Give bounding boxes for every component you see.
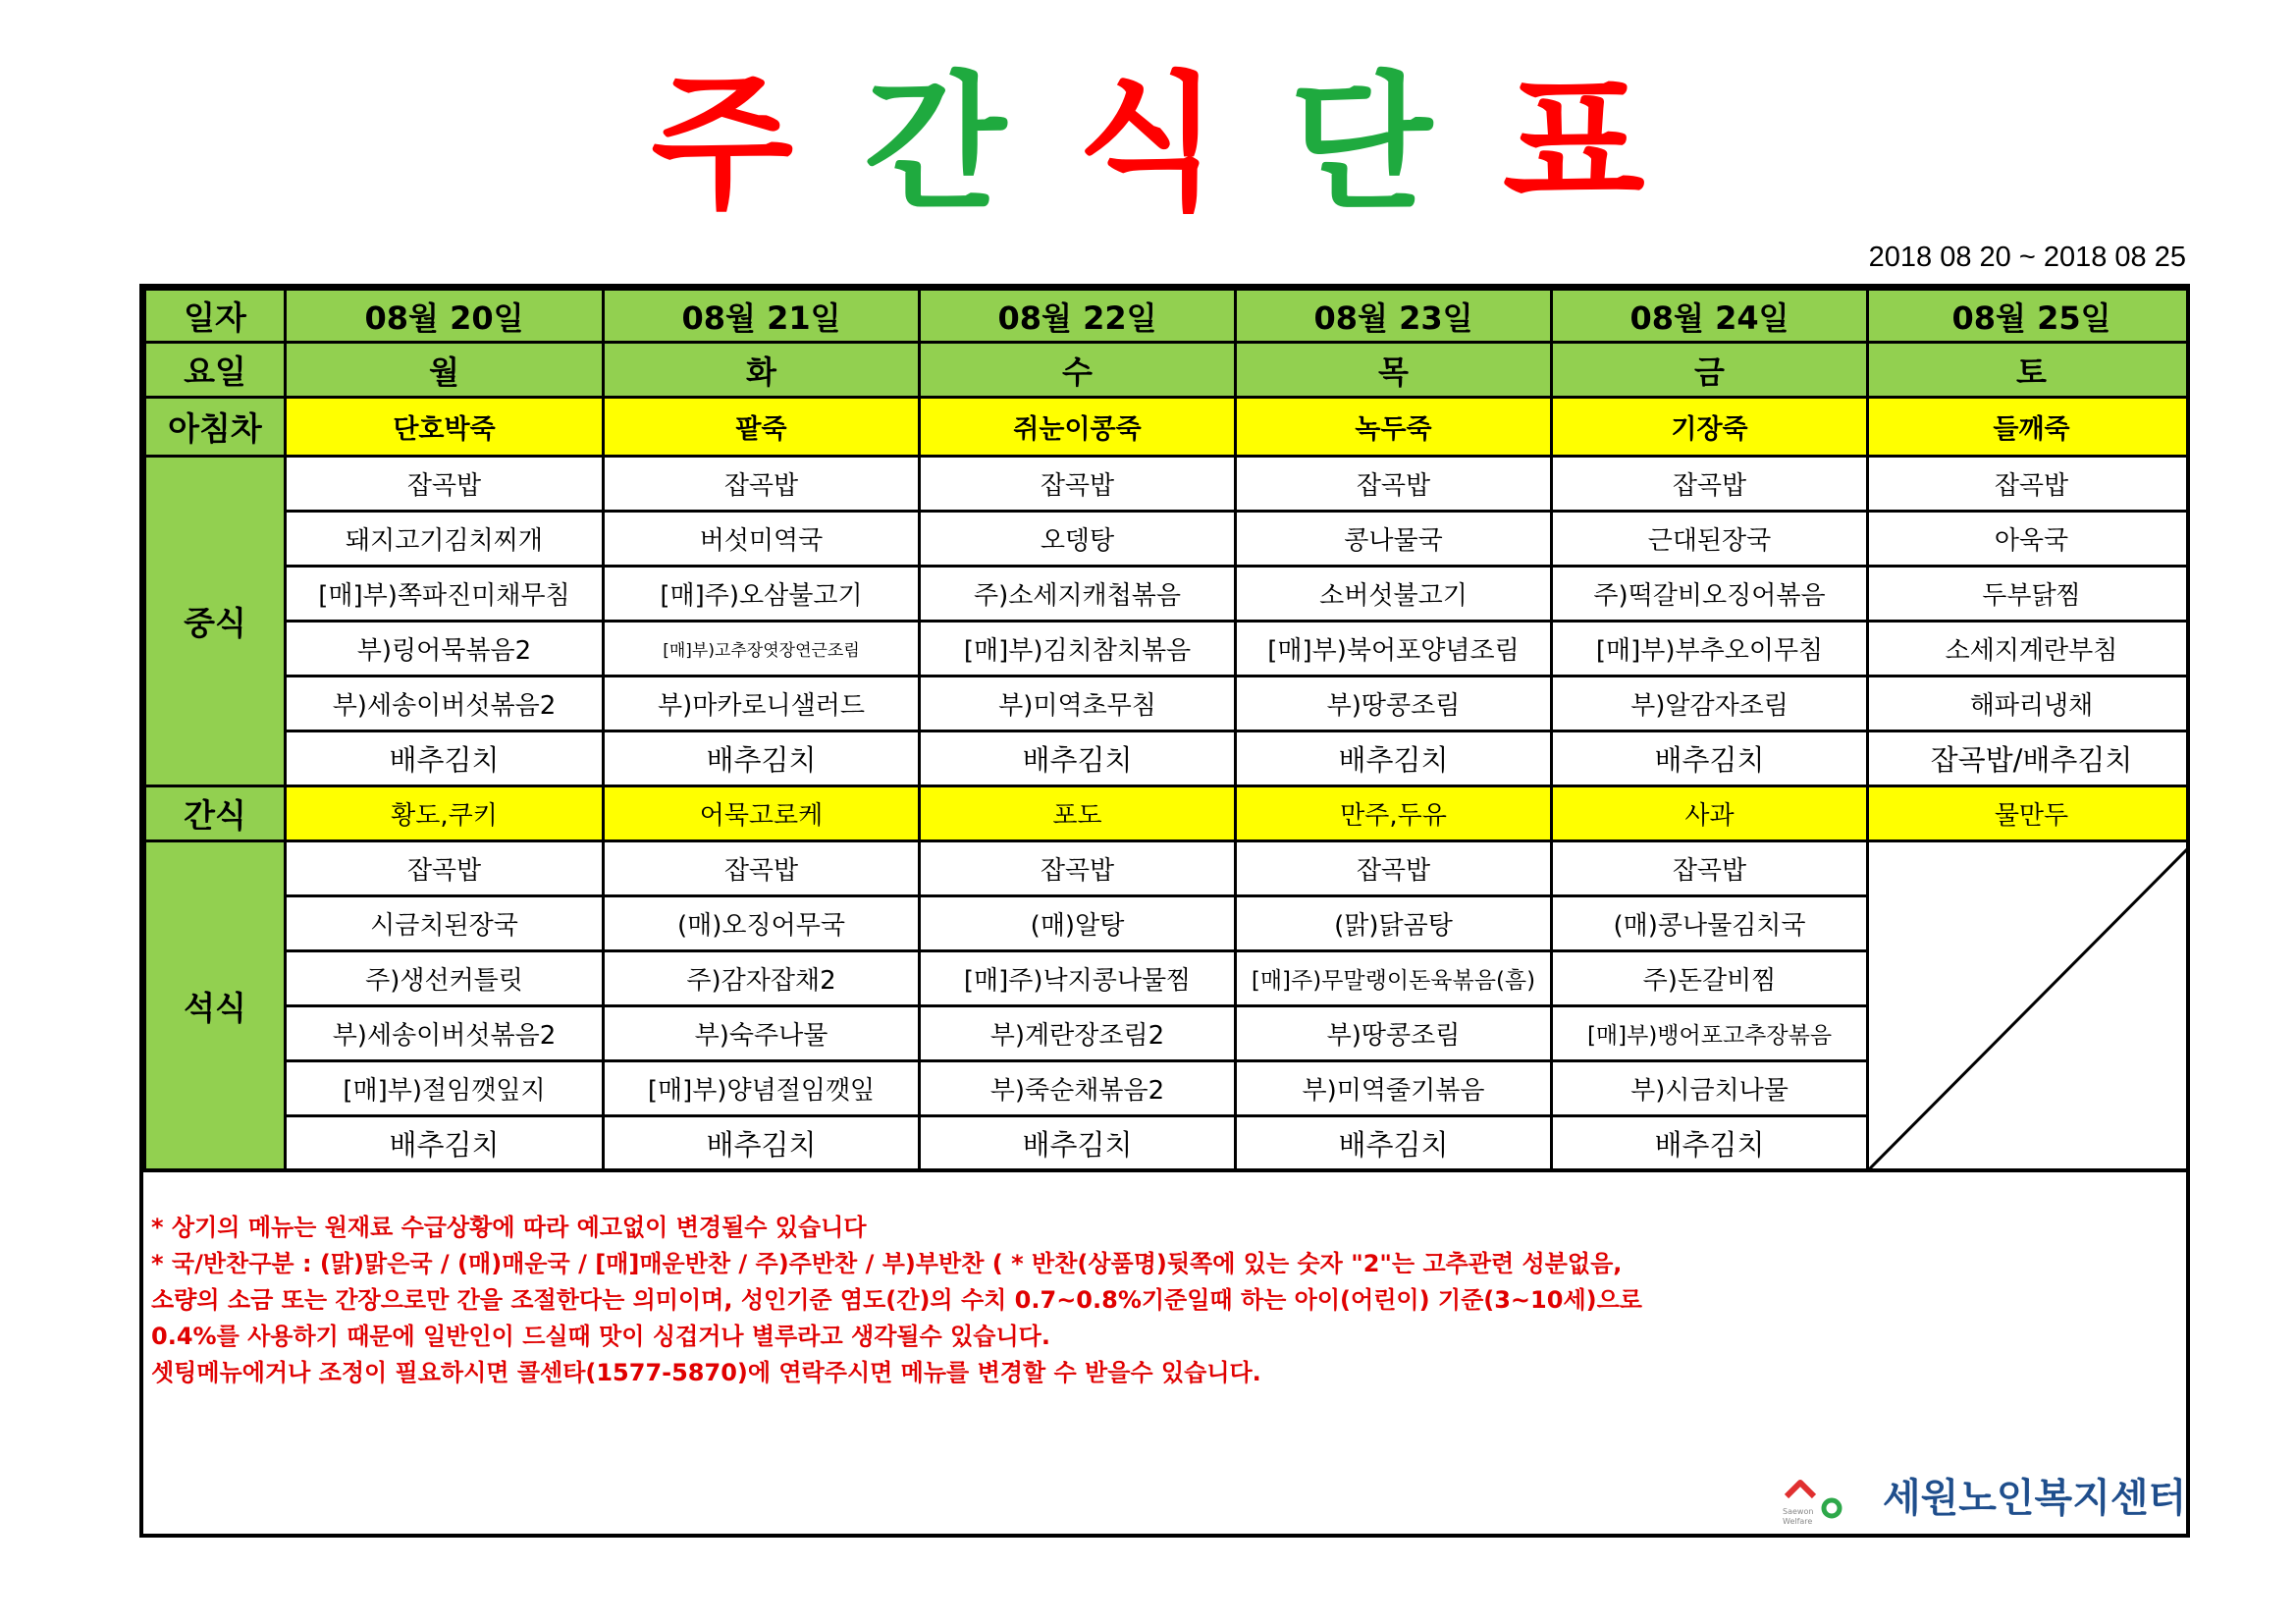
dinner-cell: 잡곡밥 — [920, 841, 1236, 896]
dinner-cell: 주)돈갈비찜 — [1552, 951, 1868, 1006]
dinner-cell: [매]주)낙지콩나물찜 — [920, 951, 1236, 1006]
title-char-2: 간 — [864, 59, 1007, 230]
dinner-cell: 부)죽순채볶음2 — [920, 1061, 1236, 1116]
snack-row — [145, 786, 2191, 841]
dinner-cell: [매]부)절임깻잎지 — [286, 1061, 604, 1116]
dinner-cell: 부)미역줄기볶음 — [1236, 1061, 1552, 1116]
lunch-cell: [매]부)북어포양념조림 — [1236, 622, 1552, 677]
logo-small-text: Saewon — [1783, 1507, 1814, 1516]
dinner-cell: 부)숙주나물 — [604, 1006, 920, 1061]
empty-cell-saturday-dinner — [1868, 841, 2191, 1171]
dinner-cell: 배추김치 — [1552, 1116, 1868, 1171]
lunch-cell: 콩나물국 — [1236, 512, 1552, 567]
snack-label: 간식 — [145, 786, 286, 841]
lunch-cell: 배추김치 — [1236, 731, 1552, 786]
lunch-cell: 잡곡밥 — [604, 457, 920, 512]
snack-cell: 만주,두유 — [1236, 786, 1552, 841]
lunch-cell: 버섯미역국 — [604, 512, 920, 567]
date-cell: 08월 25일 — [1868, 290, 2191, 343]
lunch-cell: 배추김치 — [920, 731, 1236, 786]
dinner-cell: 부)세송이버섯볶음2 — [286, 1006, 604, 1061]
lunch-cell: 아욱국 — [1868, 512, 2191, 567]
lunch-cell: 잡곡밥 — [920, 457, 1236, 512]
dinner-cell: (매)알탕 — [920, 896, 1236, 951]
lunch-cell: 부)링어묵볶음2 — [286, 622, 604, 677]
lunch-cell: 소세지계란부침 — [1868, 622, 2191, 677]
dinner-cell: 잡곡밥 — [1552, 841, 1868, 896]
breakfast-row — [145, 398, 2191, 457]
lunch-cell: 두부닭찜 — [1868, 567, 2191, 622]
snack-cell: 포도 — [920, 786, 1236, 841]
lunch-cell: [매]부)부추오이무침 — [1552, 622, 1868, 677]
dinner-cell: 주)생선커틀릿 — [286, 951, 604, 1006]
breakfast-cell: 쥐눈이콩죽 — [920, 398, 1236, 457]
dinner-cell: 시금치된장국 — [286, 896, 604, 951]
lunch-cell: 부)알감자조림 — [1552, 677, 1868, 731]
lunch-cell: 잡곡밥 — [1552, 457, 1868, 512]
lunch-cell: 잡곡밥 — [1868, 457, 2191, 512]
date-cell: 08월 24일 — [1552, 290, 1868, 343]
lunch-row — [145, 567, 2191, 622]
logo-small-text: Welfare — [1783, 1517, 1813, 1526]
note-line: 소량의 소금 또는 간장으로만 간을 조절한다는 의미이며, 성인기준 염도(간)의 수치 0.7~0.8%기준일때 하는 아이(어린이) 기준(3~10세)으로 — [151, 1286, 1642, 1314]
lunch-cell: 소버섯불고기 — [1236, 567, 1552, 622]
lunch-row — [145, 512, 2191, 567]
lunch-cell: [매]주)오삼불고기 — [604, 567, 920, 622]
note-line: * 국/반찬구분 : (맑)맑은국 / (매)매운국 / [매]매운반찬 / 주)주반찬 / 부)부반찬 ( * 반찬(상품명)뒷쪽에 있는 숫자 "2"는 고추관련 성분없음, — [151, 1250, 1623, 1277]
day-cell: 화 — [604, 343, 920, 398]
lunch-cell: 해파리냉채 — [1868, 677, 2191, 731]
page-title — [0, 61, 2296, 228]
dinner-cell: 잡곡밥 — [1236, 841, 1552, 896]
dinner-cell: (맑)닭곰탕 — [1236, 896, 1552, 951]
lunch-cell: 부)마카로니샐러드 — [604, 677, 920, 731]
title-char-1: 주 — [651, 59, 794, 230]
date-cell: 08월 22일 — [920, 290, 1236, 343]
dinner-cell: 부)계란장조림2 — [920, 1006, 1236, 1061]
lunch-cell: [매]부)김치참치볶음 — [920, 622, 1236, 677]
menu-table — [139, 284, 2190, 1172]
day-label: 요일 — [145, 343, 286, 398]
lunch-cell: 잡곡밥/배추김치 — [1868, 731, 2191, 786]
lunch-cell: 주)떡갈비오징어볶음 — [1552, 567, 1868, 622]
note-line: 0.4%를 사용하기 때문에 일반인이 드실때 맛이 싱겁거나 별루라고 생각될수 있습니다. — [151, 1323, 1050, 1350]
lunch-cell: 부)세송이버섯볶음2 — [286, 677, 604, 731]
lunch-cell: 주)소세지캐첩볶음 — [920, 567, 1236, 622]
lunch-row — [145, 622, 2191, 677]
lunch-cell: [매]부)고추장엿장연근조림 — [604, 622, 920, 677]
lunch-cell: 근대된장국 — [1552, 512, 1868, 567]
breakfast-cell: 녹두죽 — [1236, 398, 1552, 457]
dinner-cell: 잡곡밥 — [604, 841, 920, 896]
title-char-4: 단 — [1289, 59, 1432, 230]
breakfast-cell: 단호박죽 — [286, 398, 604, 457]
snack-cell: 물만두 — [1868, 786, 2191, 841]
dinner-cell: [매]부)양념절임깻잎 — [604, 1061, 920, 1116]
lunch-label: 중식 — [145, 457, 286, 786]
lunch-cell: 돼지고기김치찌개 — [286, 512, 604, 567]
lunch-row — [145, 731, 2191, 786]
snack-cell: 어묵고로케 — [604, 786, 920, 841]
dinner-cell: (매)콩나물김치국 — [1552, 896, 1868, 951]
dinner-cell: 주)감자잡채2 — [604, 951, 920, 1006]
dinner-cell: [매]부)뱅어포고추장볶음 — [1552, 1006, 1868, 1061]
period-range: 2018 08 20 ~ 2018 08 25 — [1868, 242, 2186, 273]
day-cell: 월 — [286, 343, 604, 398]
dinner-cell: 배추김치 — [920, 1116, 1236, 1171]
dinner-cell: 배추김치 — [604, 1116, 920, 1171]
day-row — [145, 343, 2191, 398]
breakfast-label: 아침차 — [145, 398, 286, 457]
lunch-row — [145, 677, 2191, 731]
breakfast-cell: 들깨죽 — [1868, 398, 2191, 457]
day-cell: 금 — [1552, 343, 1868, 398]
dinner-cell: [매]주)무말랭이돈육볶음(흠) — [1236, 951, 1552, 1006]
breakfast-cell: 팥죽 — [604, 398, 920, 457]
title-char-5: 표 — [1502, 59, 1645, 230]
lunch-cell: [매]부)쪽파진미채무침 — [286, 567, 604, 622]
note-line: 셋팅메뉴에거나 조정이 필요하시면 콜센타(1577-5870)에 연락주시면 메뉴를 변경할 수 받을수 있습니다. — [151, 1359, 1261, 1386]
note-line: * 상기의 메뉴는 원재료 수급상황에 따라 예고없이 변경될수 있습니다 — [151, 1214, 867, 1241]
dinner-cell: 부)땅콩조림 — [1236, 1006, 1552, 1061]
day-cell: 수 — [920, 343, 1236, 398]
title-char-3: 식 — [1077, 59, 1219, 230]
lunch-row — [145, 457, 2191, 512]
breakfast-cell: 기장죽 — [1552, 398, 1868, 457]
dinner-cell: 잡곡밥 — [286, 841, 604, 896]
day-cell: 목 — [1236, 343, 1552, 398]
lunch-cell: 잡곡밥 — [286, 457, 604, 512]
date-cell: 08월 23일 — [1236, 290, 1552, 343]
lunch-cell: 배추김치 — [604, 731, 920, 786]
diagonal-slash — [1869, 842, 2190, 1169]
date-cell: 08월 20일 — [286, 290, 604, 343]
lunch-cell: 부)미역초무침 — [920, 677, 1236, 731]
snack-cell: 황도,쿠키 — [286, 786, 604, 841]
snack-cell: 사과 — [1552, 786, 1868, 841]
dinner-cell: 배추김치 — [286, 1116, 604, 1171]
logo-name: 세원노인복지센터 — [1883, 1476, 2187, 1521]
dinner-label: 석식 — [145, 841, 286, 1171]
lunch-cell: 부)땅콩조림 — [1236, 677, 1552, 731]
lunch-cell: 오뎅탕 — [920, 512, 1236, 567]
dinner-cell: (매)오징어무국 — [604, 896, 920, 951]
date-row — [145, 290, 2191, 343]
lunch-cell: 잡곡밥 — [1236, 457, 1552, 512]
dinner-cell: 배추김치 — [1236, 1116, 1552, 1171]
lunch-cell: 배추김치 — [1552, 731, 1868, 786]
date-cell: 08월 21일 — [604, 290, 920, 343]
date-label: 일자 — [145, 290, 286, 343]
dinner-cell: 부)시금치나물 — [1552, 1061, 1868, 1116]
day-cell: 토 — [1868, 343, 2191, 398]
dinner-row — [145, 841, 2191, 896]
lunch-cell: 배추김치 — [286, 731, 604, 786]
